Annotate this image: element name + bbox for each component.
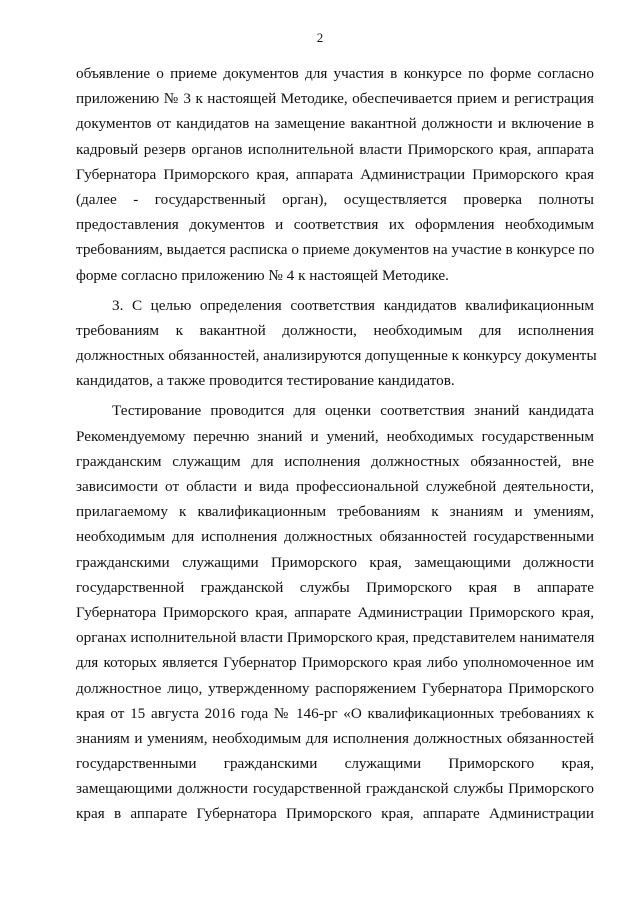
text-line: документов от кандидатов на замещение вакантной должности и включение в: [76, 115, 594, 133]
text-line: гражданскими служащими Приморского края, замещающими должности: [76, 553, 594, 571]
text-line: приложению № 3 к настоящей Методике, обеспечивается прием и регистрация: [76, 90, 594, 108]
text-line: государственной гражданской службы Приморского края в аппарате: [76, 578, 594, 596]
text-line: 3. С целью определения соответствия кандидатов квалификационным: [112, 296, 594, 314]
text-line: кадровый резерв органов исполнительной власти Приморского края, аппарата: [76, 140, 594, 158]
text-line: объявление о приеме документов для участия в конкурсе по форме согласно: [76, 65, 594, 82]
text-line: прилагаемому к квалификационным требованиям к знаниям и умениям,: [76, 503, 594, 521]
text-line: предоставления документов и соответствия их оформления необходимым: [76, 216, 594, 234]
text-line: требованиям, выдается расписка о приеме документов на участие в конкурсе по: [76, 241, 595, 259]
document-body: [76, 61, 597, 827]
text-line: знаниям и умениям, необходимым для исполнения должностных обязанностей: [76, 729, 594, 747]
text-line: Тестирование проводится для оценки соответствия знаний кандидата: [112, 402, 594, 420]
text-line: должностное лицо, утвержденному распоряжением Губернатора Приморского: [76, 679, 594, 697]
text-line: Губернатора Приморского края, аппарата Администрации Приморского края: [76, 165, 594, 183]
text-line: гражданским служащим для исполнения должностных обязанностей, вне: [76, 452, 594, 470]
text-line: Рекомендуемому перечню знаний и умений, необходимых государственным: [76, 427, 594, 445]
page-number: 2: [316, 30, 324, 45]
text-line: Губернатора Приморского края, аппарате Администрации Приморского края,: [76, 603, 594, 621]
text-line: кандидатов, а также проводится тестирование кандидатов.: [76, 372, 455, 390]
text-line: требованиям к вакантной должности, необходимым для исполнения: [76, 321, 594, 339]
paragraph-1: [76, 61, 594, 288]
text-line: необходимым для исполнения должностных обязанностей государственными: [76, 528, 594, 546]
text-line: государственными гражданскими служащими Приморского края,: [76, 755, 594, 773]
text-line: для которых является Губернатор Приморского края либо уполномоченное им: [76, 654, 594, 672]
text-line: края от 15 августа 2016 года № 146-рг «О квалификационных требованиях к: [76, 704, 594, 722]
paragraph-3: [76, 398, 594, 826]
text-line: должностных обязанностей, анализируются допущенные к конкурсу документы: [76, 347, 597, 365]
text-line: органах исполнительной власти Приморского края, представителем нанимателя: [76, 629, 595, 647]
text-line: зависимости от области и вида профессиональной служебной деятельности,: [76, 478, 594, 495]
text-line: края в аппарате Губернатора Приморского края, аппарате Администрации: [76, 805, 594, 823]
text-line: (далее - государственный орган), осуществляется проверка полноты: [76, 190, 594, 208]
text-line: замещающими должности государственной гражданской службы Приморского: [76, 780, 594, 798]
text-line: форме согласно приложению № 4 к настоящей Методике.: [76, 266, 449, 284]
paragraph-2: [76, 293, 597, 394]
